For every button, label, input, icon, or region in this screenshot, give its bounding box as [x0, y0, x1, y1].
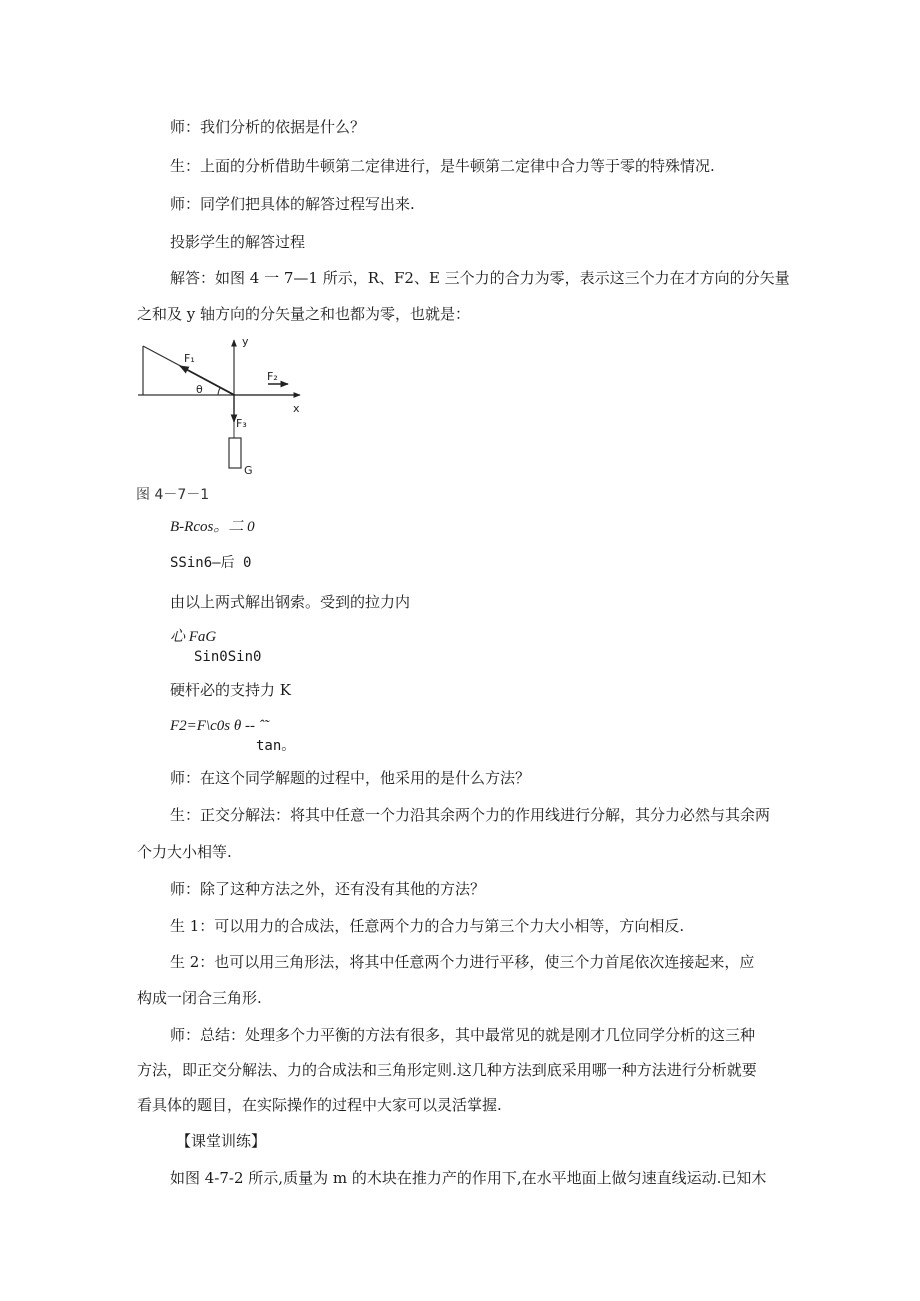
equation-4-bottom: Sin0Sin0 [194, 649, 262, 665]
dialog-line: 生 2：也可以用三角形法，将其中任意两个力进行平移，使三个力首尾依次连接起来，应 [170, 953, 755, 971]
y-label: y [242, 335, 249, 348]
f1-label: F₁ [184, 352, 195, 365]
f1-arrow [180, 366, 234, 395]
section-heading: 【课堂训练】 [176, 1132, 267, 1150]
dialog-line: 师：同学们把具体的解答过程写出来. [170, 195, 415, 213]
equation-4-top: 心 FaG [170, 629, 217, 645]
equation-2: SSin6—后 0 [170, 555, 252, 571]
weight-box [229, 438, 241, 468]
dialog-line: 生：上面的分析借助牛顿第二定律进行，是牛顿第二定律中合力等于零的特殊情况. [170, 157, 715, 175]
theta-arc [218, 388, 220, 395]
equation-1: B-Rcos。二 0 [170, 519, 255, 535]
f2-label: F₂ [267, 370, 278, 383]
figure-caption: 图 4－7－1 [136, 487, 210, 503]
dialog-line: 方法，即正交分解法、力的合成法和三角形定则.这几种方法到底采用哪一种方法进行分析就要 [137, 1061, 757, 1079]
dialog-line: 师：我们分析的依据是什么？ [170, 118, 366, 136]
dialog-line: 师：除了这种方法之外，还有没有其他的方法？ [170, 880, 486, 898]
equation-6-top: F2=F\c0s θ -- ˆ˜ [170, 718, 269, 734]
force-diagram [130, 332, 320, 482]
f3-label: F₃ [236, 417, 247, 430]
answer-line: 之和及 y 轴方向的分矢量之和也都为零，也就是： [137, 305, 471, 323]
section-text: 如图 4-7-2 所示,质量为 m 的木块在推力产的作用下,在水平地面上做匀速直线运动.已知木 [170, 1169, 767, 1187]
dialog-line: 个力大小相等. [137, 843, 232, 861]
dialog-line: 构成一闭合三角形. [137, 989, 262, 1007]
text-line: 硬杆必的支持力 K [170, 681, 291, 699]
equation-6-bottom: tan。 [256, 738, 296, 754]
x-label: x [293, 402, 300, 415]
text-line: 由以上两式解出钢索。受到的拉力内 [170, 593, 411, 611]
answer-line: 解答：如图 4 一 7—1 所示，R、F2、E 三个力的合力为零，表示这三个力在才方向的分矢量 [170, 269, 790, 287]
dialog-line: 生 1：可以用力的合成法，任意两个力的合力与第三个力大小相等，方向相反. [170, 917, 685, 935]
dialog-line: 生：正交分解法：将其中任意一个力沿其余两个力的作用线进行分解，其分力必然与其余两 [170, 806, 771, 824]
dialog-line: 师：总结：处理多个力平衡的方法有很多，其中最常见的就是刚才几位同学分析的这三种 [170, 1026, 756, 1044]
theta-label: θ [196, 383, 203, 396]
text-line: 投影学生的解答过程 [170, 233, 306, 251]
dialog-line: 师：在这个同学解题的过程中，他采用的是什么方法？ [170, 769, 531, 787]
g-label: G [244, 464, 253, 477]
dialog-line: 看具体的题目，在实际操作的过程中大家可以灵活掌握. [137, 1096, 502, 1114]
